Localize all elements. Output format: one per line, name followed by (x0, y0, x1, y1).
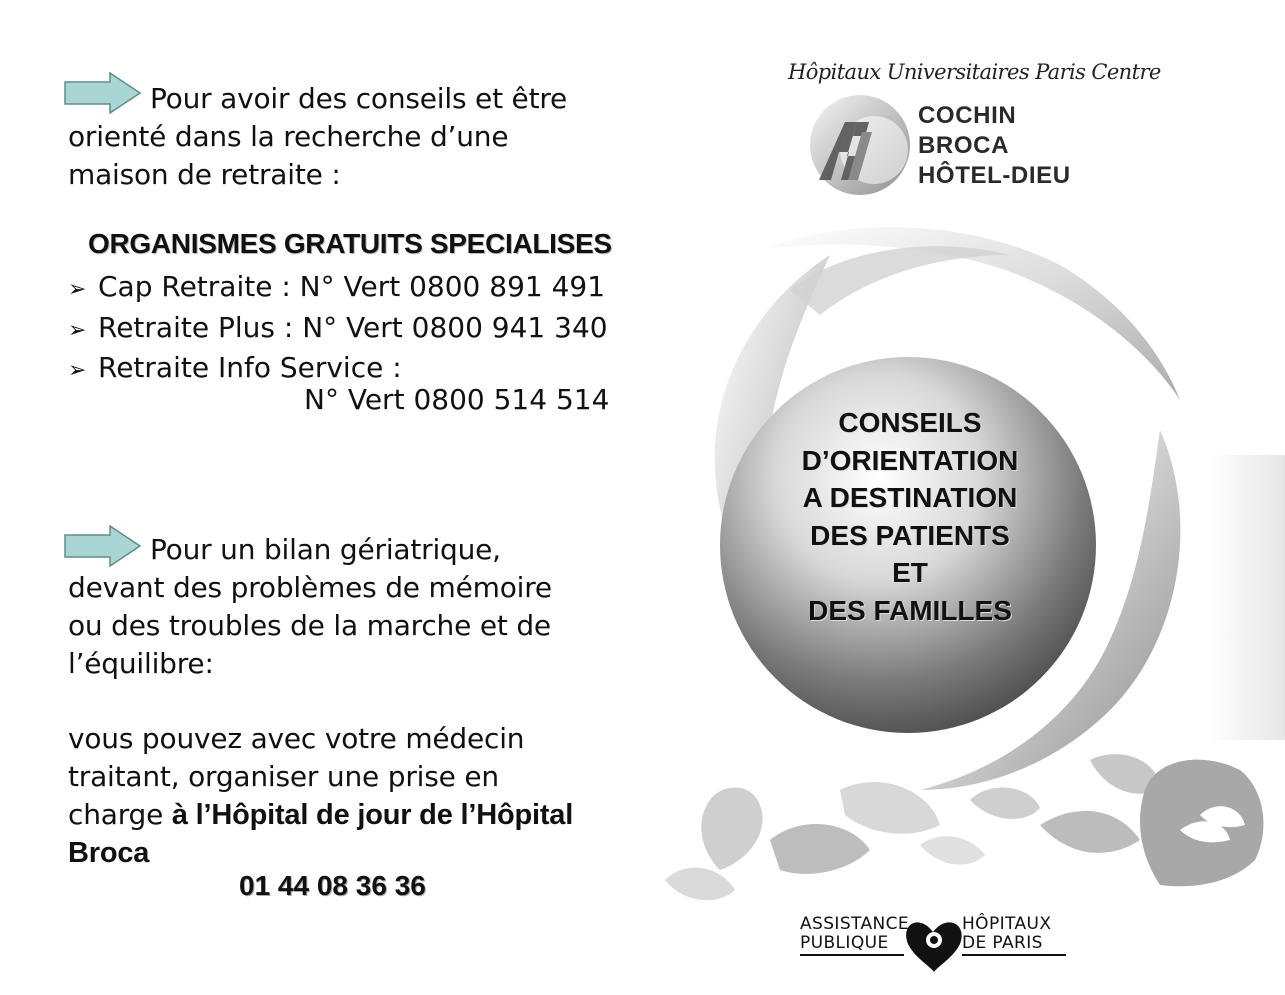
intro-line: l’équilibre: (68, 647, 214, 680)
hospital-name: HÔTEL-DIEU (918, 162, 1071, 189)
organisms-list (68, 268, 608, 390)
intro-line: Pour avoir des conseils et être (150, 82, 568, 115)
aphp-word: PUBLIQUE (800, 933, 889, 953)
aphp-word: ASSISTANCE (800, 914, 910, 934)
organisms-title: ORGANISMES GRATUITS SPECIALISES (88, 228, 612, 259)
aphp-left-text (800, 915, 909, 953)
title-line: D’ORIENTATION (801, 444, 1019, 476)
list-item (68, 268, 608, 309)
background-strip (1208, 455, 1285, 740)
organism-retraite-info: Retraite Info Service : (98, 351, 402, 384)
hospital-group-title: Hôpitaux Universitaires Paris Centre (788, 60, 1161, 84)
arrow-bullet-icon: ➢ (68, 358, 87, 383)
organism-retraite-plus: Retraite Plus : N° Vert 0800 941 340 (98, 310, 608, 344)
hospital-names (918, 101, 1071, 191)
title-line: ET (892, 557, 928, 588)
intro-line: Pour un bilan gériatrique, (150, 533, 501, 566)
retraite-info-phone: N° Vert 0800 514 514 (304, 383, 610, 416)
right-panel (640, 0, 1285, 995)
aphp-word: DE PARIS (962, 933, 1043, 953)
list-item (68, 309, 608, 350)
body-line: vous pouvez avec votre médecin (68, 722, 525, 755)
title-line: DES PATIENTS (810, 519, 1010, 551)
body-line: traitant, organiser une prise en (68, 760, 499, 793)
retirement-home-intro (68, 80, 608, 194)
day-hospital-phone: 01 44 08 36 36 (239, 870, 426, 901)
arrow-bullet-icon: ➢ (68, 277, 87, 302)
body-prefix: charge (68, 798, 172, 831)
organism-cap-retraite: Cap Retraite : N° Vert 0800 891 491 (98, 270, 606, 303)
intro-line: ou des troubles de la marche et de (68, 609, 551, 642)
title-line: DES FAMILLES (808, 594, 1012, 626)
aphp-heart-logo-icon (906, 922, 962, 972)
hospital-name: COCHIN (918, 102, 1017, 129)
intro-line: maison de retraite : (68, 158, 341, 191)
arrow-bullet-icon: ➢ (68, 317, 87, 343)
intro-line: devant des problèmes de mémoire (68, 571, 552, 604)
brochure-title (720, 404, 1100, 629)
intro-line: orienté dans la recherche d’une (68, 120, 509, 153)
title-line: CONSEILS (838, 407, 982, 438)
day-hospital-name: Broca (68, 837, 150, 869)
day-hospital-paragraph (68, 720, 608, 872)
aphp-underline (962, 954, 1066, 956)
hospital-name: BROCA (918, 132, 1009, 159)
geriatric-assessment-intro (68, 531, 608, 683)
aphp-word: HÔPITAUX (962, 914, 1052, 934)
title-line: A DESTINATION (802, 482, 1018, 513)
aphp-underline (800, 954, 904, 956)
left-panel (0, 0, 640, 995)
aphp-right-text (962, 915, 1051, 953)
day-hospital-name: à l’Hôpital de jour de l’Hôpital (171, 799, 574, 831)
hospital-h-logo-icon (810, 95, 910, 195)
